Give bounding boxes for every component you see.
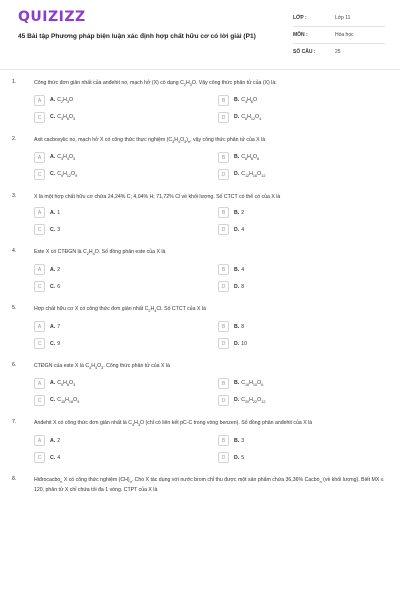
option-checkbox[interactable]: B xyxy=(218,435,229,446)
question-text: X là một hợp chất hữu cơ chứa 24,24% C; 4,04% H; 71,72% Cl về khối lượng. Số CTCT có thể có của X là xyxy=(34,194,281,201)
answer-option-a[interactable] xyxy=(34,378,218,389)
meta-row-subject xyxy=(293,27,385,44)
option-checkbox[interactable]: D xyxy=(218,112,229,123)
answer-option-d[interactable] xyxy=(218,452,368,463)
answer-option-d[interactable] xyxy=(218,169,368,180)
answer-option-d[interactable] xyxy=(218,281,368,292)
option-checkbox[interactable]: D xyxy=(218,224,229,235)
option-text: D. 5 xyxy=(234,454,245,461)
question-number: 4. xyxy=(12,248,17,255)
option-text: D. 10 xyxy=(234,340,247,347)
answer-options xyxy=(34,378,400,406)
answer-option-d[interactable] xyxy=(218,395,368,406)
question-text: Este X có CTĐGN là $C_2H_4O$. Số đồng phân este của X là xyxy=(34,249,166,257)
answer-option-b[interactable] xyxy=(218,207,368,218)
option-text: A. 2 xyxy=(50,437,61,444)
answer-option-b[interactable] xyxy=(218,95,368,106)
option-text: C. 3 xyxy=(50,226,61,233)
worksheet-title: 45 Bài tập Phương pháp biện luận xác định hợp chất hữu cơ có lời giải (P1) xyxy=(18,33,256,40)
option-checkbox[interactable]: B xyxy=(218,321,229,332)
worksheet-header xyxy=(0,0,400,62)
answer-option-a[interactable] xyxy=(34,264,218,275)
meta-row-class xyxy=(293,10,385,27)
question-7 xyxy=(0,419,400,463)
meta-value: Hóa học xyxy=(335,32,354,38)
answer-option-c[interactable] xyxy=(34,395,218,406)
option-text: C. 9 xyxy=(50,340,61,347)
question-2 xyxy=(0,136,400,180)
question-text: Axit cacboxylic no, mạch hở X có công thức thực nghiệm $(C_3H_4O_3)_n$, vậy công thức phân tử của X là xyxy=(34,137,266,145)
question-5 xyxy=(0,305,400,349)
question-1 xyxy=(0,79,400,123)
option-text: C. $C_{15}H_{18}O_9$ xyxy=(50,397,80,405)
question-text: CTĐGN của este X là $C_4H_4O_3$. Công thức phân tử của X là xyxy=(34,363,170,371)
question-number: 8. xyxy=(12,476,17,483)
option-text: D. $C_6H_{12}O_4$ xyxy=(234,114,262,122)
question-number: 3. xyxy=(12,193,17,200)
option-text: D. $C_{20}H_{22}O_{12}$ xyxy=(234,397,266,405)
worksheet-meta xyxy=(293,10,385,60)
option-text: A. $C_3H_4O_3$ xyxy=(50,154,76,162)
option-text: C. 4 xyxy=(50,454,61,461)
option-checkbox[interactable]: D xyxy=(218,452,229,463)
option-checkbox[interactable]: C xyxy=(34,169,45,180)
option-checkbox[interactable]: A xyxy=(34,152,45,163)
answer-options xyxy=(34,152,400,180)
answer-option-a[interactable] xyxy=(34,435,218,446)
option-checkbox[interactable]: C xyxy=(34,338,45,349)
meta-value: Lớp 11 xyxy=(335,15,351,21)
option-text: B. 4 xyxy=(234,266,245,273)
answer-option-a[interactable] xyxy=(34,152,218,163)
answer-option-c[interactable] xyxy=(34,112,218,123)
answer-options xyxy=(34,207,400,235)
answer-option-d[interactable] xyxy=(218,338,368,349)
meta-value: 25 xyxy=(335,49,341,55)
question-6 xyxy=(0,362,400,406)
question-number: 6. xyxy=(12,362,17,369)
option-text: B. 3 xyxy=(234,437,245,444)
option-checkbox[interactable]: C xyxy=(34,395,45,406)
question-text: Hiđrocacbo$_n$ X có công thức nghiệm $(CH)_n$. Cho X tác dụng với nước brom chỉ thu được một sản phẩm chứa 36,36% Cacbo$_n$ (về khối lượng). Biết MX ≤ 120, phân tử X chỉ chứa tối đa 1 vòng. CTPT của X là xyxy=(34,477,384,494)
option-text: B. 2 xyxy=(234,209,245,216)
question-text: Hợp chất hữu cơ X có công thức đơn giản nhất $C_2H_4Cl$. Số CTCT của X là xyxy=(34,306,206,314)
answer-options xyxy=(34,95,400,123)
option-checkbox[interactable]: D xyxy=(218,281,229,292)
answer-option-c[interactable] xyxy=(34,224,218,235)
question-list xyxy=(0,79,400,507)
question-3 xyxy=(0,193,400,235)
answer-option-b[interactable] xyxy=(218,152,368,163)
answer-option-b[interactable] xyxy=(218,378,368,389)
option-text: B. $C_6H_8O_6$ xyxy=(234,154,260,162)
option-checkbox[interactable]: B xyxy=(218,152,229,163)
option-text: D. $C_{12}H_{16}O_{12}$ xyxy=(234,171,266,179)
question-number: 1. xyxy=(12,79,17,85)
answer-option-d[interactable] xyxy=(218,112,368,123)
meta-row-question-count xyxy=(293,44,385,60)
option-checkbox[interactable]: C xyxy=(34,112,45,123)
answer-option-a[interactable] xyxy=(34,95,218,106)
header-divider xyxy=(0,69,400,70)
question-number: 5. xyxy=(12,305,17,312)
answer-option-d[interactable] xyxy=(218,224,368,235)
option-checkbox[interactable]: C xyxy=(34,224,45,235)
option-checkbox[interactable]: A xyxy=(34,378,45,389)
option-checkbox[interactable]: A xyxy=(34,264,45,275)
meta-label: SỐ CÂU : xyxy=(293,49,316,55)
option-checkbox[interactable]: A xyxy=(34,321,45,332)
answer-option-c[interactable] xyxy=(34,169,218,180)
option-text: A. 1 xyxy=(50,209,61,216)
option-text: C. $C_3H_6O_3$ xyxy=(50,114,76,122)
option-text: B. $C_{10}H_{10}O_6$ xyxy=(234,380,264,388)
question-4 xyxy=(0,248,400,292)
answer-option-c[interactable] xyxy=(34,338,218,349)
option-checkbox[interactable]: A xyxy=(34,435,45,446)
answer-options xyxy=(34,264,400,292)
option-checkbox[interactable]: B xyxy=(218,264,229,275)
option-checkbox[interactable]: B xyxy=(218,207,229,218)
answer-options xyxy=(34,435,400,463)
question-number: 2. xyxy=(12,136,17,143)
option-checkbox[interactable]: D xyxy=(218,169,229,180)
question-8 xyxy=(0,476,400,494)
answer-option-b[interactable] xyxy=(218,435,368,446)
answer-options xyxy=(34,321,400,349)
option-checkbox[interactable]: C xyxy=(34,281,45,292)
option-text: A. 2 xyxy=(50,266,61,273)
option-text: C. 6 xyxy=(50,283,61,290)
option-checkbox[interactable]: D xyxy=(218,338,229,349)
option-checkbox[interactable]: B xyxy=(218,95,229,106)
option-text: D. 4 xyxy=(234,226,245,233)
question-text: Anđehit X có công thức đơn giản nhất là $C_4H_3O$ (chỉ có liên kết pC-C trong vòng benzen). Số đồng phân anđehit của X là xyxy=(34,420,313,428)
answer-option-c[interactable] xyxy=(34,281,218,292)
option-text: B. $C_4H_6O$ xyxy=(234,97,257,105)
option-text: A. 7 xyxy=(50,323,61,330)
question-text: Công thức đơn giản nhất của anđehit no, mạch hở (X) có dạng $C_2H_3O$. Vậy công thức phân tử của (X) là: xyxy=(34,80,277,88)
answer-option-b[interactable] xyxy=(218,321,368,332)
option-checkbox[interactable]: D xyxy=(218,395,229,406)
meta-label: LỚP : xyxy=(293,15,307,21)
option-text: D. 8 xyxy=(234,283,245,290)
question-number: 7. xyxy=(12,419,17,426)
option-text: B. 8 xyxy=(234,323,245,330)
quizizz-logo: QUIZIZZ xyxy=(18,9,86,25)
option-text: A. $C_2H_3O$ xyxy=(50,97,73,105)
meta-label: MÔN : xyxy=(293,32,308,38)
option-checkbox[interactable]: C xyxy=(34,452,45,463)
option-text: C. $C_9H_{12}O_9$ xyxy=(50,171,78,179)
answer-option-b[interactable] xyxy=(218,264,368,275)
option-checkbox[interactable]: A xyxy=(34,207,45,218)
answer-option-a[interactable] xyxy=(34,207,218,218)
answer-option-c[interactable] xyxy=(34,452,218,463)
option-text: A. $C_5H_6O_3$ xyxy=(50,380,76,388)
option-checkbox[interactable]: A xyxy=(34,95,45,106)
answer-option-a[interactable] xyxy=(34,321,218,332)
option-checkbox[interactable]: B xyxy=(218,378,229,389)
